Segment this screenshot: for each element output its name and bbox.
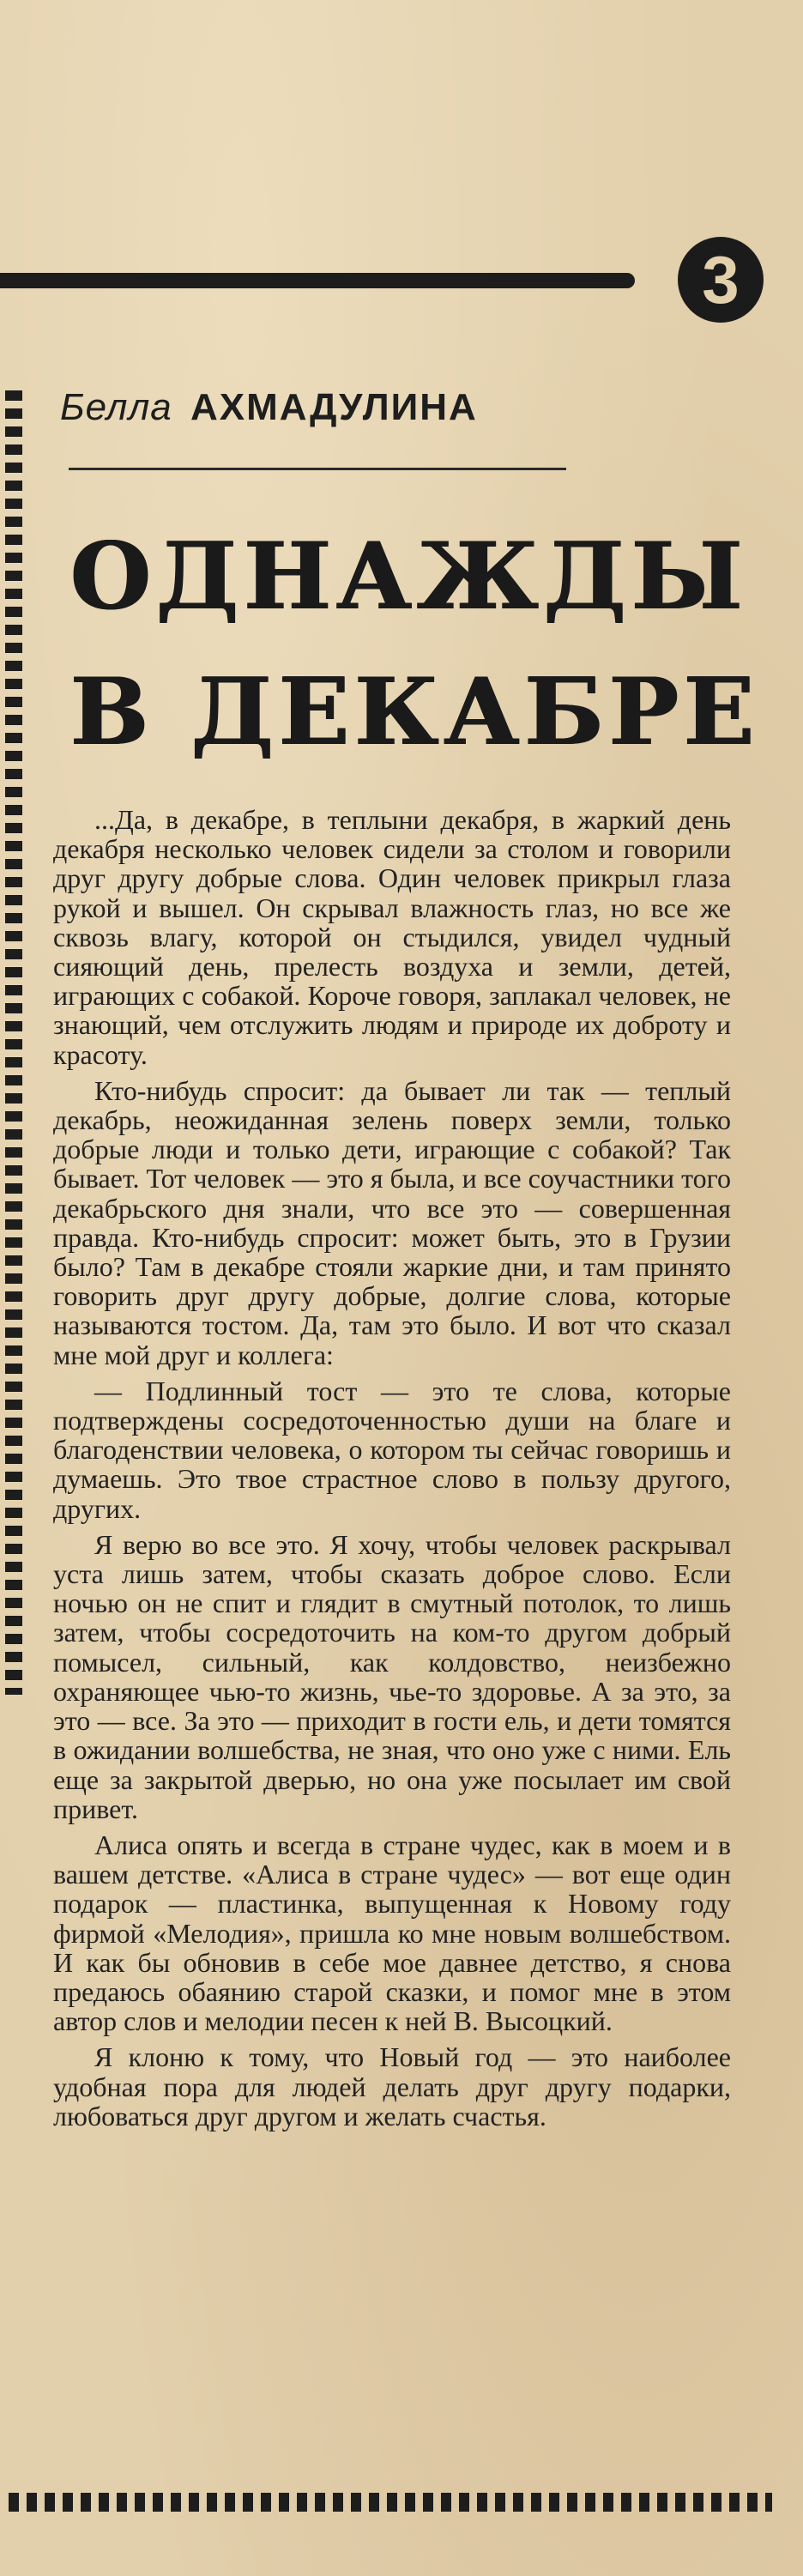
top-rule xyxy=(0,273,635,288)
paragraph: Кто-нибудь спросит: да бывает ли так — теплый декабрь, неожиданная зелень поверх земли, только добрые люди и только дети, играющие с собакой? Так бывает. Тот человек — это я была, и все соучастники того декабрьского дня знали, что все это — совершенная правда. Кто-нибудь спросит: может быть, это в Грузии было? Там в декабре стояли жаркие дни, и там принято говорить друг другу добрые, долгие слова, которые называются тостом. Да, там это было. И вот что сказал мне мой друг и коллега: xyxy=(53,1074,731,1370)
paragraph: — Подлинный тост — это те слова, которые подтверждены сосредоточенностью души на благе и благоденствии человека, о котором ты сейчас говоришь и думаешь. Это твое страстное слово в пользу другого, других. xyxy=(53,1375,731,1524)
bottom-dashed-border xyxy=(9,2493,772,2512)
author-byline xyxy=(60,386,478,429)
headline-line-2: В ДЕКАБРЕ xyxy=(70,658,760,766)
article-body xyxy=(53,805,731,2138)
left-dashed-border xyxy=(5,390,22,1695)
headline-line-1: ОДНАЖДЫ xyxy=(70,523,748,631)
page-number-badge: 3 xyxy=(678,237,764,323)
author-underline xyxy=(69,468,566,470)
paragraph: ...Да, в декабре, в теплыни декабря, в жаркий день декабря несколько человек сидели за столом и говорили друг другу добрые слова. Один человек прикрыл глаза рукой и вышел. Он скрывал влажность глаз, но все же сквозь влагу, которой он стыдился, увидел чудный сияющий день, прелесть воздуха и земли, детей, играющих с собакой. Короче говоря, заплакал человек, не знающий, чем отслужить людям и природе их доброту и красоту. xyxy=(53,804,731,1070)
paragraph: Я верю во все это. Я хочу, чтобы человек раскрывал уста лишь затем, чтобы сказать доброе слово. Если ночью он не спит и глядит в смутный потолок, то лишь затем, чтобы сосредоточить на ком-то другом добрый помысел, сильный, как колдовство, неизбежно охраняющее чью-то жизнь, чье-то здоровье. А за это, за это — все. За это — приходит в гости ель, и дети томятся в ожидании волшебства, не зная, что оно уже с ними. Ель еще за закрытой дверью, но она уже посылает им свой привет. xyxy=(53,1528,731,1824)
author-first-name: Белла xyxy=(60,386,172,428)
paragraph: Я клоню к тому, что Новый год — это наиболее удобная пора для людей делать друг другу подарки, любоваться друг другом и желать счастья. xyxy=(53,2041,731,2132)
paragraph: Алиса опять и всегда в стране чудес, как в моем и в вашем детстве. «Алиса в стране чудес» — вот еще один подарок — пластинка, выпущенная к Новому году фирмой «Мелодия», пришла ко мне новым волшебством. И как бы обновив в себе мое давнее детство, я снова предаюсь обаянию старой сказки, и помог мне в этом автор слов и мелодии песен к ней В. Высоцкий. xyxy=(53,1829,731,2037)
author-last-name: АХМАДУЛИНА xyxy=(190,386,478,428)
